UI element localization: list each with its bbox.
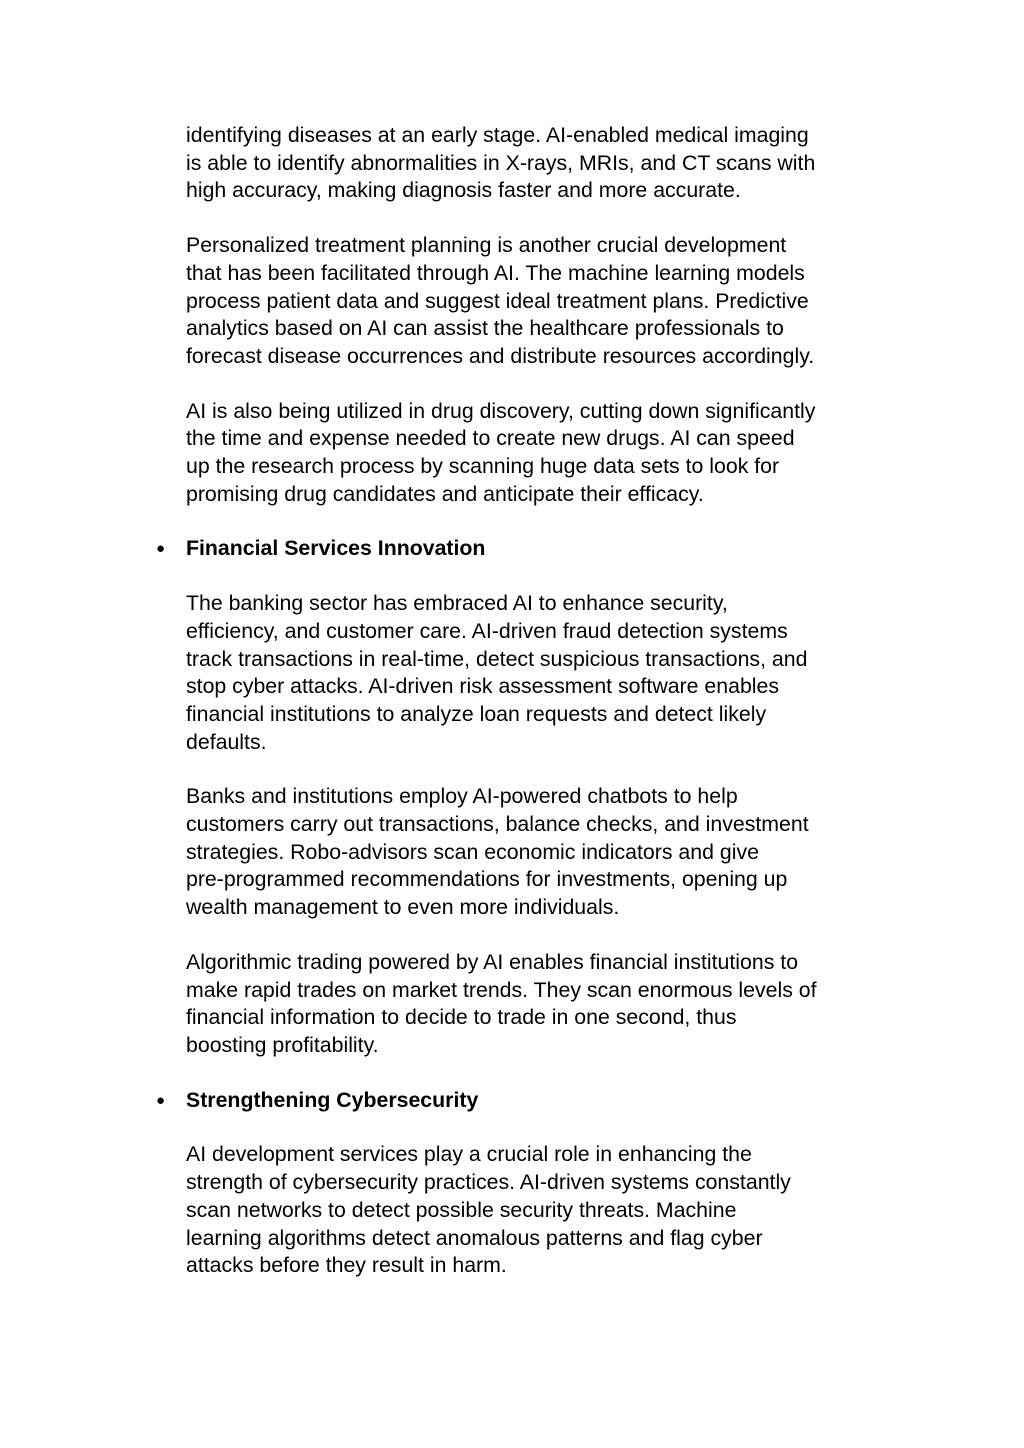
text-line: financial information to decide to trade in one second, thus <box>186 1005 737 1030</box>
text-line: efficiency, and customer care. AI-driven fraud detection systems <box>186 618 788 643</box>
section-heading-financial <box>156 535 916 563</box>
text-line: strategies. Robo-advisors scan economic indicators and give <box>186 839 759 864</box>
text-line: wealth management to even more individuals. <box>186 895 620 920</box>
text-line: attacks before they result in harm. <box>186 1253 507 1278</box>
text-line: pre-programmed recommendations for investments, opening up <box>186 867 788 892</box>
text-line: strength of cybersecurity practices. AI-driven systems constantly <box>186 1170 791 1195</box>
text-line: boosting profitability. <box>186 1032 379 1057</box>
text-line: learning algorithms detect anomalous patterns and flag cyber <box>186 1225 763 1250</box>
section-heading-text: Strengthening Cybersecurity <box>186 1087 479 1112</box>
paragraph-algorithmic-trading <box>186 949 916 1060</box>
document-content <box>156 122 916 1307</box>
text-line: track transactions in real-time, detect suspicious transactions, and <box>186 646 808 671</box>
paragraph-medical-imaging <box>186 122 916 205</box>
text-line: is able to identify abnormalities in X-rays, MRIs, and CT scans with <box>186 150 816 175</box>
section-heading-text: Financial Services Innovation <box>186 536 486 561</box>
text-line: stop cyber attacks. AI-driven risk assessment software enables <box>186 674 780 699</box>
text-line: Algorithmic trading powered by AI enables financial institutions to <box>186 949 799 974</box>
paragraph-chatbots <box>186 783 916 922</box>
paragraph-drug-discovery <box>186 398 916 509</box>
text-line: high accuracy, making diagnosis faster and more accurate. <box>186 178 741 203</box>
bullet-icon: ● <box>156 1091 166 1109</box>
text-line: scan networks to detect possible security threats. Machine <box>186 1197 737 1222</box>
text-line: make rapid trades on market trends. They scan enormous levels of <box>186 977 817 1002</box>
text-line: The banking sector has embraced AI to enhance security, <box>186 591 728 616</box>
text-line: Personalized treatment planning is another crucial development <box>186 233 787 258</box>
section-heading-cybersecurity <box>156 1087 916 1115</box>
text-line: Banks and institutions employ AI-powered chatbots to help <box>186 784 738 809</box>
text-line: customers carry out transactions, balance checks, and investment <box>186 812 809 837</box>
text-line: the time and expense needed to create new drugs. AI can speed <box>186 426 795 451</box>
paragraph-banking-sector <box>186 590 916 756</box>
text-line: up the research process by scanning huge data sets to look for <box>186 454 780 479</box>
text-line: identifying diseases at an early stage. AI-enabled medical imaging <box>186 123 809 147</box>
text-line: analytics based on AI can assist the healthcare professionals to <box>186 316 784 341</box>
text-line: that has been facilitated through AI. The machine learning models <box>186 260 805 285</box>
text-line: process patient data and suggest ideal treatment plans. Predictive <box>186 288 809 313</box>
text-line: AI is also being utilized in drug discovery, cutting down significantly <box>186 398 816 423</box>
text-line: forecast disease occurrences and distribute resources accordingly. <box>186 343 815 368</box>
text-line: financial institutions to analyze loan requests and detect likely <box>186 701 767 726</box>
text-line: promising drug candidates and anticipate their efficacy. <box>186 481 704 506</box>
text-line: AI development services play a crucial role in enhancing the <box>186 1142 752 1167</box>
paragraph-treatment-planning <box>186 232 916 371</box>
paragraph-cybersecurity <box>186 1141 916 1280</box>
text-line: defaults. <box>186 729 267 754</box>
bullet-icon: ● <box>156 540 166 558</box>
